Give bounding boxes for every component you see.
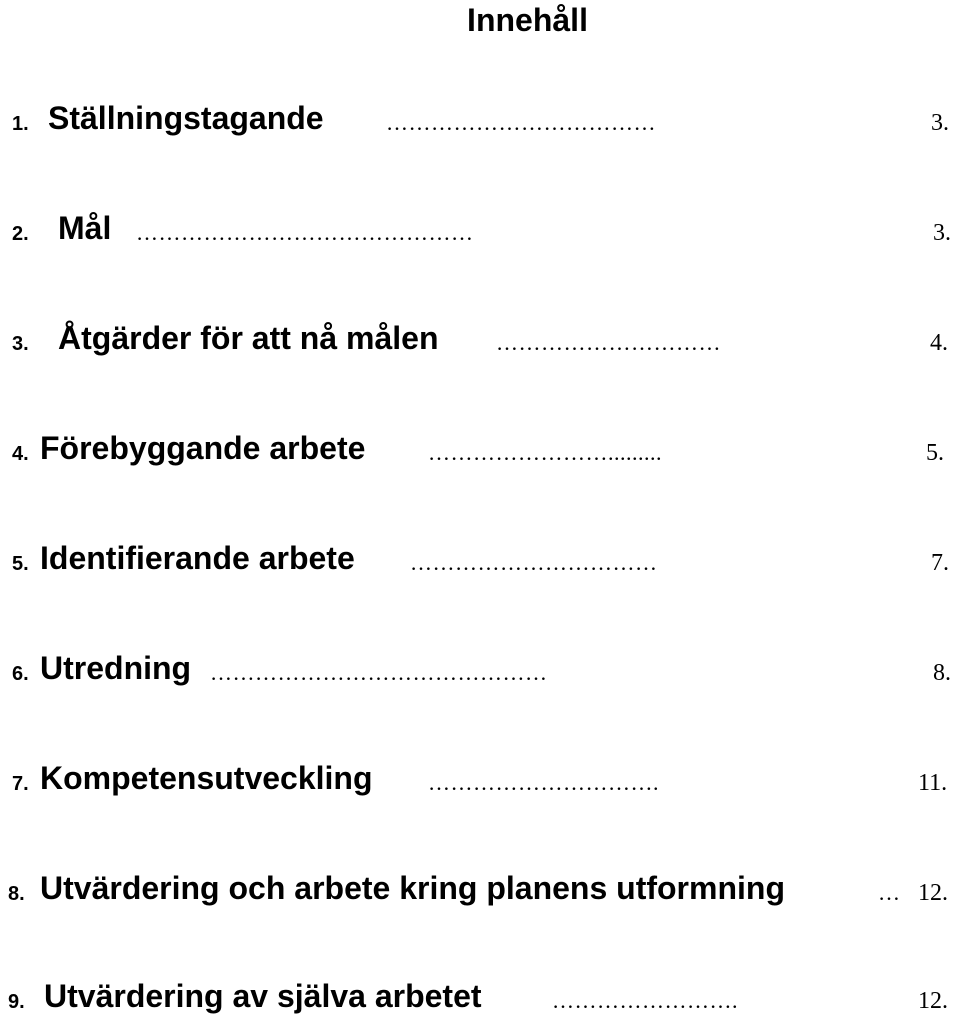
toc-entry-page: 3. bbox=[931, 110, 949, 136]
toc-entry-page: 8. bbox=[933, 660, 951, 686]
toc-entry[interactable] bbox=[0, 964, 960, 1014]
toc-entry[interactable] bbox=[0, 636, 960, 686]
toc-entry-number: 5. bbox=[12, 553, 29, 575]
toc-entry-label: Identifierande arbete bbox=[40, 540, 355, 576]
toc-entry[interactable] bbox=[0, 306, 960, 356]
toc-entry-page: 12. bbox=[918, 880, 948, 906]
toc-entry-leader: …………………………. bbox=[428, 770, 659, 795]
toc-entry-label: Utvärdering och arbete kring planens utformning bbox=[40, 870, 785, 906]
toc-entry-label: Kompetensutveckling bbox=[40, 760, 373, 796]
toc-entry-label: Ställningstagande bbox=[48, 100, 324, 136]
toc-entry-leader: …………………………… bbox=[410, 550, 658, 575]
toc-entry-page: 4. bbox=[930, 330, 948, 356]
toc-entry[interactable] bbox=[0, 746, 960, 796]
toc-entry-number: 9. bbox=[8, 991, 25, 1013]
toc-entry[interactable] bbox=[0, 856, 960, 906]
toc-entry-number: 8. bbox=[8, 883, 25, 905]
toc-entry-leader: … bbox=[878, 880, 901, 905]
toc-entry-page: 5. bbox=[926, 440, 944, 466]
toc-entry[interactable] bbox=[0, 526, 960, 576]
toc-title: Innehåll bbox=[467, 2, 588, 38]
toc-entry-page: 11. bbox=[918, 770, 948, 796]
toc-entry-label: Åtgärder för att nå målen bbox=[58, 320, 439, 356]
toc-entry-number: 2. bbox=[12, 223, 29, 245]
toc-entry-page: 12. bbox=[918, 988, 948, 1014]
toc-entry-number: 3. bbox=[12, 333, 29, 355]
toc-entry-number: 4. bbox=[12, 443, 29, 465]
toc-entry-number: 7. bbox=[12, 773, 29, 795]
toc-entry-page: 3. bbox=[933, 220, 951, 246]
toc-entry-leader: ……………………………………… bbox=[136, 220, 474, 245]
toc-entry[interactable] bbox=[0, 196, 960, 246]
toc-entry-label: Utredning bbox=[40, 650, 192, 686]
toc-entry[interactable] bbox=[0, 416, 960, 466]
toc-entry-label: Mål bbox=[58, 210, 112, 246]
toc-entry-label: Förebyggande arbete bbox=[40, 430, 366, 466]
toc-entry-number: 1. bbox=[12, 113, 29, 135]
toc-entry-leader: ……………………………… bbox=[386, 110, 656, 135]
toc-entry-leader: ……………………. bbox=[552, 988, 738, 1013]
toc-entry[interactable] bbox=[0, 86, 960, 136]
toc-entry-leader: ………………………… bbox=[496, 330, 721, 355]
toc-entry-label: Utvärdering av själva arbetet bbox=[44, 978, 482, 1014]
toc-entry-leader: ……………………………………… bbox=[210, 660, 548, 685]
toc-entry-page: 7. bbox=[931, 550, 949, 576]
toc-entry-leader: ……………………......... bbox=[428, 440, 662, 465]
toc-entry-number: 6. bbox=[12, 663, 29, 685]
